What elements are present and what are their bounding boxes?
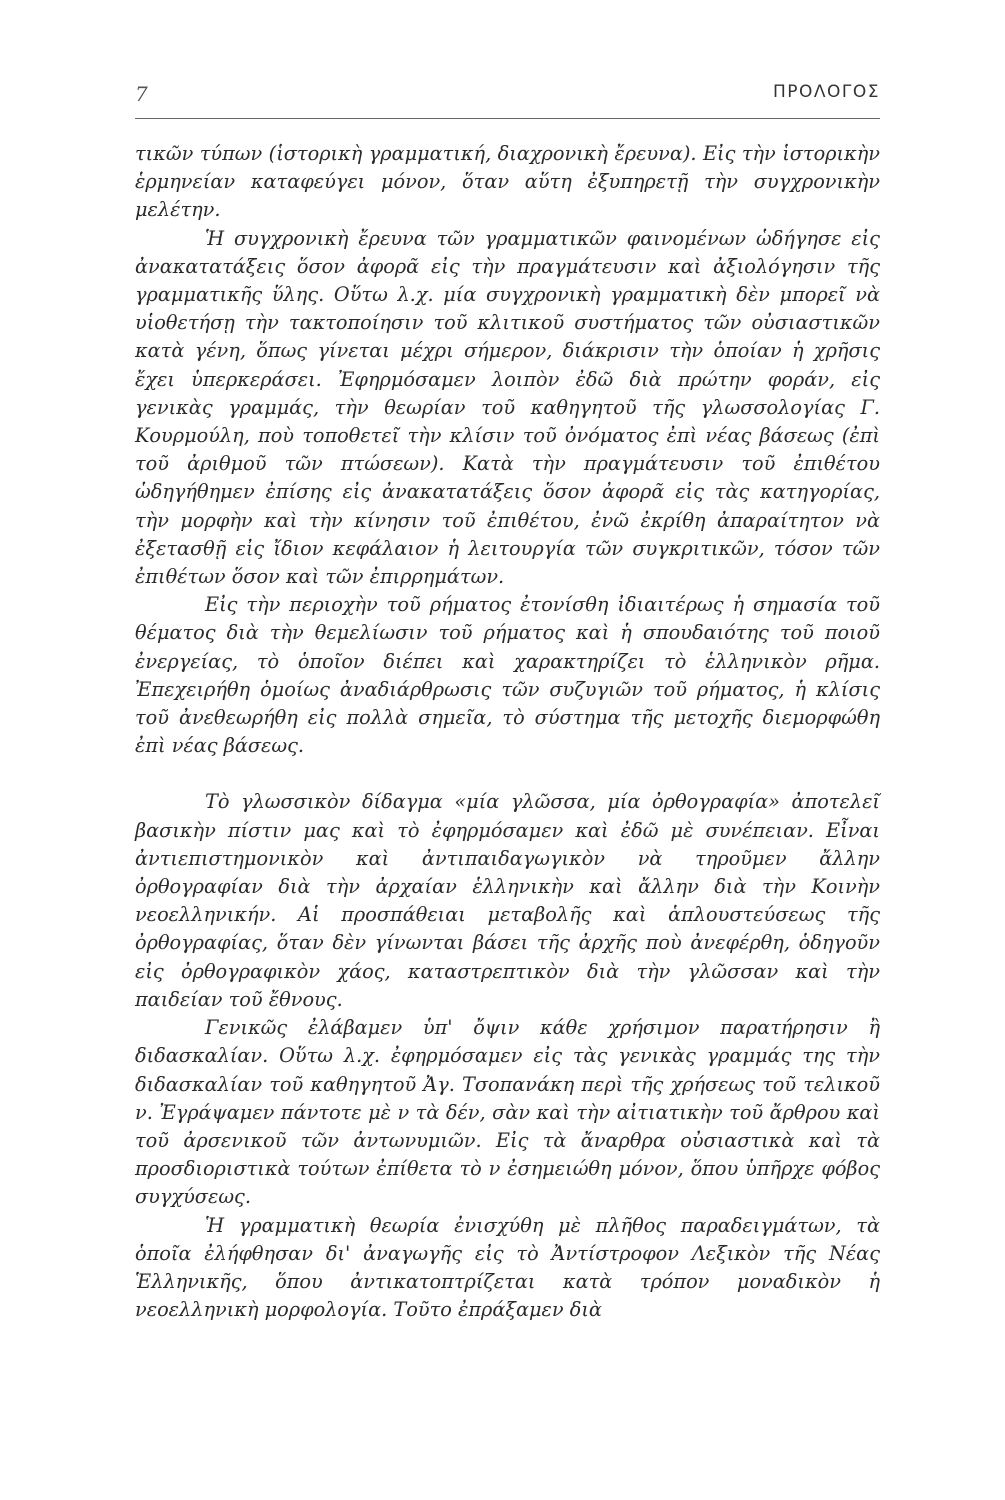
paragraph-2: Ἡ συγχρονικὴ ἔρευνα τῶν γραμματικῶν φαινομένων ὡδήγησε εἰς ἀνακατατάξεις ὅσον ἀφορᾶ εἰς τὴν πραγμάτευσιν καὶ ἀξιολόγησιν τῆς γραμματικῆς ὕλης. Οὕτω λ.χ. μία συγχρονικὴ γραμματικὴ δὲν μπορεῖ νὰ υἱοθετήσῃ τὴν τακτοποίησιν τοῦ κλιτικοῦ συστήματος τῶν οὐσιαστικῶν κατὰ γένη, ὅπως γίνεται μέχρι σήμερον, διάκρισιν τὴν ὁποίαν ἡ χρῆσις ἔχει ὑπερκεράσει. Ἐφηρμόσαμεν λοιπὸν ἐδῶ διὰ πρώτην φοράν, εἰς γενικὰς γραμμάς, τὴν θεωρίαν τοῦ καθηγητοῦ τῆς γλωσσολογίας Γ. Κουρμούλη, ποὺ τοποθετεῖ τὴν κλίσιν τοῦ ὀνόματος ἐπὶ νέας βάσεως (ἐπὶ τοῦ ἀριθμοῦ τῶν πτώσεων). Κατὰ τὴν πραγμάτευσιν τοῦ ἐπιθέτου ὡδηγήθημεν ἐπίσης εἰς ἀνακατατάξεις ὅσον ἀφορᾶ εἰς τὰς κατηγορίας, τὴν μορφὴν καὶ τὴν κίνησιν τοῦ ἐπιθέτου, ἐνῶ ἐκρίθη ἀπαραίτητον νὰ ἐξετασθῇ εἰς ἴδιον κεφάλαιον ἡ λειτουργία τῶν συγκριτικῶν, τόσον τῶν ἐπιθέτων ὅσον καὶ τῶν ἐπιρρημάτων. [135,226,880,589]
page-number: 7 [135,82,148,106]
paragraph-3: Εἰς τὴν περιοχὴν τοῦ ρήματος ἐτονίσθη ἰδιαιτέρως ἡ σημασία τοῦ θέματος διὰ τὴν θεμελίωσιν τοῦ ρήματος καὶ ἡ σπουδαιότης τοῦ ποιοῦ ἐνεργείας, τὸ ὁποῖον διέπει καὶ χαρακτηρίζει τὸ ἑλληνικὸν ρῆμα. Ἐπεχειρήθη ὁμοίως ἀναδιάρθρωσις τῶν συζυγιῶν τοῦ ρήματος, ἡ κλίσις τοῦ ἀνεθεωρήθη εἰς πολλὰ σημεῖα, τὸ σύστημα τῆς μετοχῆς διεμορφώθη ἐπὶ νέας βάσεως. [135,593,880,758]
paragraph-5: Γενικῶς ἐλάβαμεν ὑπ' ὄψιν κάθε χρήσιμον παρατήρησιν ἢ διδασκαλίαν. Οὕτω λ.χ. ἐφηρμόσαμεν εἰς τὰς γενικὰς γραμμάς της τὴν διδασκαλίαν τοῦ καθηγητοῦ Ἀγ. Τσοπανάκη περὶ τῆς χρήσεως τοῦ τελικοῦ ν. Ἐγράψαμεν πάντοτε μὲ ν τὰ δέν, σὰν καὶ τὴν αἰτιατικὴν τοῦ ἄρθρου καὶ τοῦ ἀρσενικοῦ τῶν ἀντωνυμιῶν. Εἰς τὰ ἄναρθρα οὐσιαστικὰ καὶ τὰ προσδιοριστικὰ τούτων ἐπίθετα τὸ ν ἐσημειώθη μόνον, ὅπου ὑπῆρχε φόβος συγχύσεως. [135,1016,880,1209]
page-header [135,80,880,110]
paragraph-1: τικῶν τύπων (ἱστορικὴ γραμματική, διαχρονικὴ ἔρευνα). Εἰς τὴν ἱστορικὴν ἑρμηνείαν καταφεύγει μόνον, ὅταν αὕτη ἐξυπηρετῇ τὴν συγχρονικὴν μελέτην. [135,142,880,222]
paragraph-4: Τὸ γλωσσικὸν δίδαγμα «μία γλῶσσα, μία ὀρθογραφία» ἀποτελεῖ βασικὴν πίστιν μας καὶ τὸ ἐφηρμόσαμεν καὶ ἐδῶ μὲ συνέπειαν. Εἶναι ἀντιεπιστημονικὸν καὶ ἀντιπαιδαγωγικὸν νὰ τηροῦμεν ἄλλην ὀρθογραφίαν διὰ τὴν ἀρχαίαν ἑλληνικὴν καὶ ἄλλην διὰ τὴν Κοινὴν νεοελληνικήν. Αἱ προσπάθειαι μεταβολῆς καὶ ἁπλουστεύσεως τῆς ὀρθογραφίας, ὅταν δὲν γίνωνται βάσει τῆς ἀρχῆς ποὺ ἀνεφέρθη, ὁδηγοῦν εἰς ὀρθογραφικὸν χάος, καταστρεπτικὸν διὰ τὴν γλῶσσαν καὶ τὴν παιδείαν τοῦ ἔθνους. [135,790,880,1011]
running-title: ΠΡΟΛΟΓΟΣ [772,82,880,102]
body-text [135,140,880,1324]
section-gap [135,760,880,788]
paragraph-6: Ἡ γραμματικὴ θεωρία ἐνισχύθη μὲ πλῆθος παραδειγμάτων, τὰ ὁποῖα ἐλήφθησαν δι' ἀναγωγῆς εἰς τὸ Ἀντίστροφον Λεξικὸν τῆς Νέας Ἑλληνικῆς, ὅπου ἀντικατοπτρίζεται κατὰ τρόπον μοναδικὸν ἡ νεοελληνικὴ μορφολογία. Τοῦτο ἐπράξαμεν διὰ [135,1213,880,1322]
header-rule [135,118,880,119]
